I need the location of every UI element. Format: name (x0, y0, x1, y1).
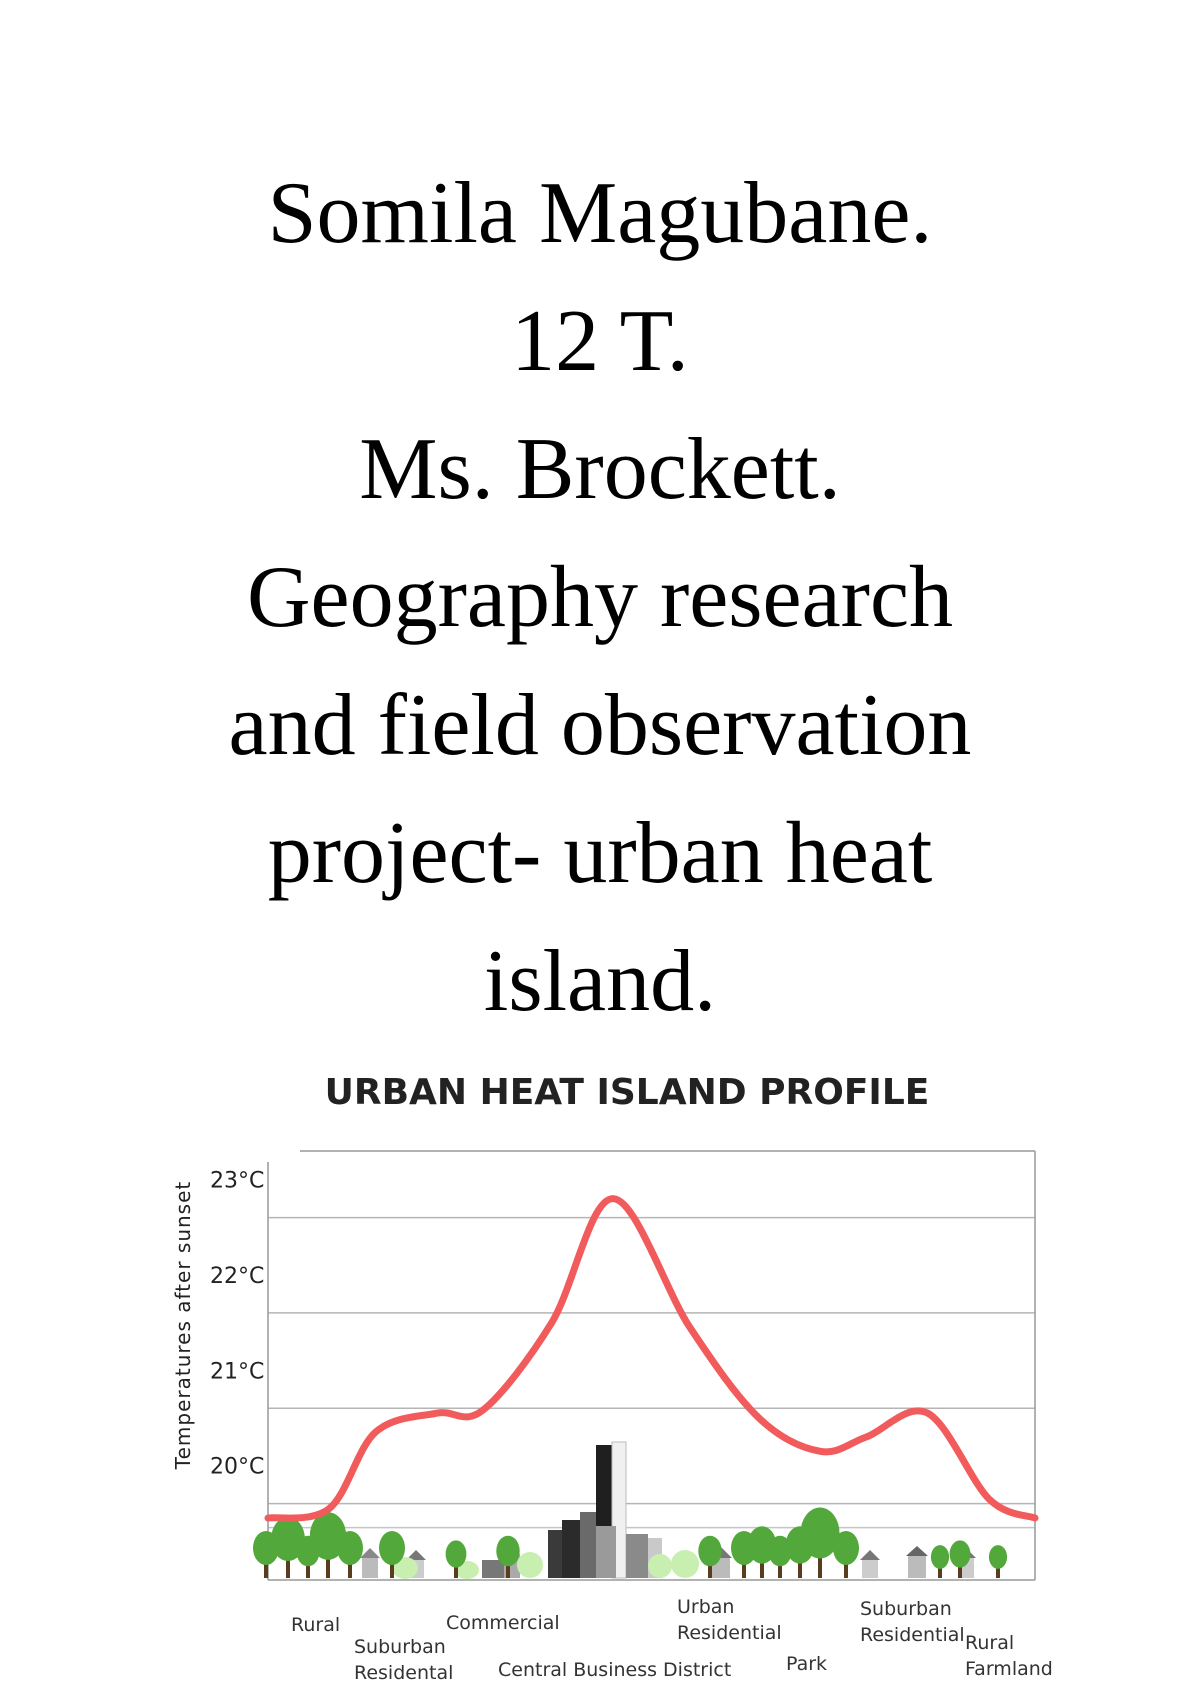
house (362, 1558, 378, 1578)
tree-crown (950, 1540, 971, 1567)
tree (931, 1545, 949, 1578)
landscape-illustration (253, 1442, 1007, 1579)
zone-label-rural-farmland (965, 1632, 1053, 1680)
tree (989, 1545, 1007, 1578)
zone-label-cbd (498, 1659, 731, 1681)
tree-crown (833, 1531, 859, 1565)
zone-labels (291, 1596, 1053, 1684)
y-tick-label: 21°C (210, 1359, 265, 1385)
zone-label-line: Park (786, 1653, 828, 1675)
building-cluster-cbd (548, 1442, 662, 1578)
zone-label-rural (291, 1614, 340, 1636)
zone-label-line: Rural (291, 1614, 341, 1636)
zone-label-line: Farmland (965, 1658, 1053, 1680)
house-roof (906, 1546, 928, 1556)
project-title-line-4: island. (483, 933, 717, 1030)
shrub (517, 1552, 543, 1578)
tree-crown (931, 1545, 949, 1569)
tree-crown (496, 1536, 519, 1567)
zone-label-line: Rural (965, 1632, 1015, 1654)
y-tick-label: 23°C (210, 1168, 265, 1194)
zone-label-line: Suburban (860, 1598, 952, 1620)
chart-frame (268, 1151, 1035, 1580)
class-name: 12 T. (511, 293, 689, 390)
zone-label-line: Suburban (354, 1636, 446, 1658)
building (626, 1534, 648, 1578)
tree (337, 1531, 363, 1578)
zone-label-line: Residental (354, 1662, 454, 1684)
shrub (648, 1554, 672, 1578)
zone-label-line: Residential (860, 1624, 965, 1646)
grid-lines (268, 1218, 1035, 1528)
house-roof (860, 1550, 880, 1560)
project-title-line-3: project- urban heat (267, 805, 933, 902)
urban-heat-island-chart (0, 1060, 1200, 1696)
chart-title: URBAN HEAT ISLAND PROFILE (324, 1072, 930, 1113)
zone-label-line: Central Business District (498, 1659, 732, 1681)
zone-label-line: Commercial (446, 1612, 560, 1634)
shrub (671, 1550, 699, 1578)
project-title-line-2: and field observation (228, 677, 972, 774)
zone-label-suburban-residental (354, 1636, 453, 1684)
zone-label-urban-residential (677, 1596, 782, 1644)
zone-label-line: Urban (677, 1596, 735, 1618)
tree-crown (337, 1531, 363, 1565)
zone-label-commercial (446, 1612, 560, 1634)
building (580, 1512, 596, 1578)
teacher-name: Ms. Brockett. (359, 421, 841, 518)
y-tick-label: 22°C (210, 1263, 265, 1289)
house-roof (360, 1548, 380, 1558)
project-title-line-1: Geography research (246, 549, 954, 646)
title-block (0, 150, 1200, 1046)
author-name: Somila Magubane. (267, 165, 933, 262)
temperature-curve (268, 1199, 1035, 1518)
house (908, 1556, 926, 1578)
house (862, 1560, 878, 1578)
tree (833, 1531, 859, 1578)
y-axis-label: Temperatures after sunset (171, 1180, 195, 1470)
building (596, 1526, 616, 1578)
zone-label-line: Residential (677, 1622, 782, 1644)
zone-label-suburban-residential (860, 1598, 965, 1646)
tree-crown (379, 1531, 405, 1565)
tree-crown (989, 1545, 1007, 1569)
zone-label-park (786, 1653, 827, 1675)
y-tick-labels (210, 1169, 264, 1480)
building (562, 1520, 580, 1578)
tree-crown (446, 1540, 467, 1567)
y-tick-label: 20°C (210, 1454, 265, 1480)
tree-crown (698, 1536, 721, 1567)
building (548, 1530, 562, 1578)
